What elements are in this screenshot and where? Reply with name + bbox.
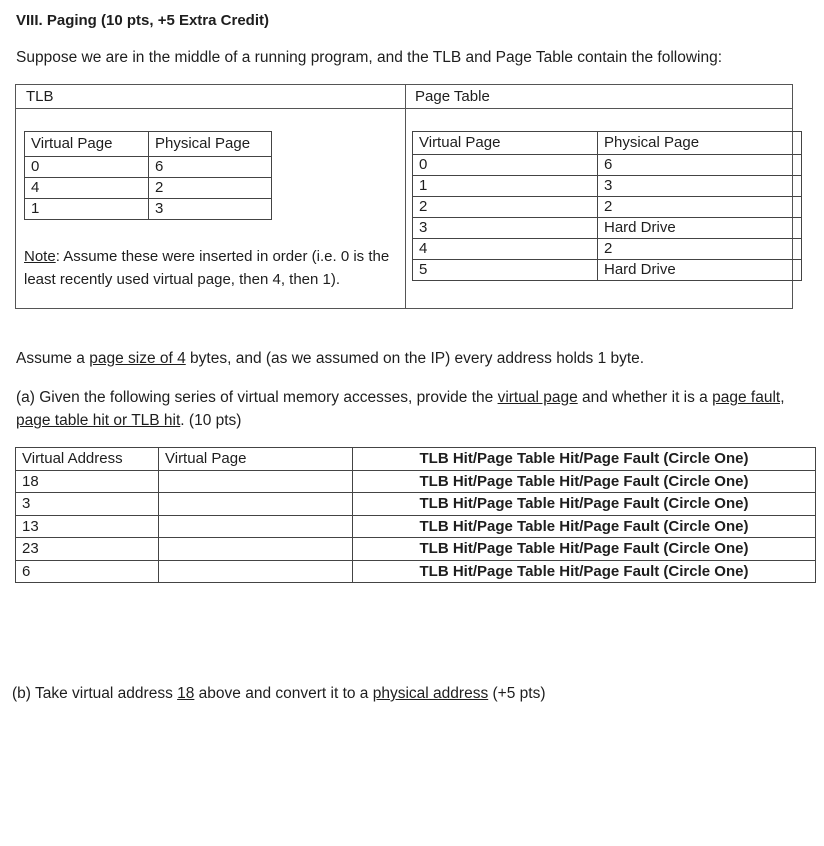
tlb-row [25,199,272,220]
pt-col-physical-page: Physical Page [598,132,802,155]
access-header-row [16,448,816,471]
access-hit-options[interactable]: TLB Hit/Page Table Hit/Page Fault (Circle One) [353,515,816,538]
page-table-row [413,176,802,197]
pt-cell-physical: 2 [598,197,802,218]
access-address: 18 [16,470,159,493]
pt-cell-physical: Hard Drive [598,218,802,239]
frame-divider-vertical [405,84,406,309]
tlb-row [25,178,272,199]
access-row [16,538,816,561]
qa-post: . (10 pts) [180,412,242,429]
intro-text: Suppose we are in the middle of a running program, and the TLB and Page Table contain the following: [16,49,723,66]
qa-pre: (a) Given the following series of virtual memory accesses, provide the [16,389,498,406]
page-table-row [413,197,802,218]
access-address: 6 [16,560,159,583]
pt-cell-physical: Hard Drive [598,260,802,281]
tlb-row [25,157,272,178]
pt-cell-virtual: 1 [413,176,598,197]
page-size-assumption [16,350,644,368]
access-address: 3 [16,493,159,516]
tlb-header-row [25,132,272,157]
qb-mid: above and convert it to a [194,685,373,702]
page-table-row [413,239,802,260]
tlb-cell-virtual: 4 [25,178,149,199]
pt-cell-virtual: 3 [413,218,598,239]
col-hit-type: TLB Hit/Page Table Hit/Page Fault (Circle One) [353,448,816,471]
note-label: Note [24,248,56,265]
qa-mid: and whether it is a [577,389,713,406]
page-table-row [413,260,802,281]
access-hit-options[interactable]: TLB Hit/Page Table Hit/Page Fault (Circle One) [353,470,816,493]
tlb-cell-virtual: 1 [25,199,149,220]
pt-col-virtual-page: Virtual Page [413,132,598,155]
access-row [16,470,816,493]
access-virtual-page-answer[interactable] [159,515,353,538]
access-address: 23 [16,538,159,561]
access-row [16,560,816,583]
tlb-note [24,246,396,291]
tlb-cell-physical: 6 [149,157,272,178]
access-hit-options[interactable]: TLB Hit/Page Table Hit/Page Fault (Circle One) [353,493,816,516]
pt-cell-physical: 2 [598,239,802,260]
access-row [16,515,816,538]
frame-divider-horizontal [15,108,793,109]
pt-cell-virtual: 2 [413,197,598,218]
qb-address: 18 [177,685,195,702]
tlb-col-virtual-page: Virtual Page [25,132,149,157]
page-table-label: Page Table [415,88,490,105]
page-table [412,131,802,281]
tlb-table [24,131,272,220]
qa-hit-types: page fault, page table hit or TLB hit [16,389,785,429]
pt-cell-physical: 6 [598,155,802,176]
question-b [12,685,546,703]
page-table-header-row [413,132,802,155]
assume-pre: Assume a [16,350,90,367]
pt-cell-physical: 3 [598,176,802,197]
col-virtual-page: Virtual Page [159,448,353,471]
tlb-cell-physical: 3 [149,199,272,220]
pt-cell-virtual: 4 [413,239,598,260]
assume-post: bytes, and (as we assumed on the IP) every address holds 1 byte. [185,350,645,367]
page-table-row [413,218,802,239]
qa-virtual-page: virtual page [497,389,578,406]
col-virtual-address: Virtual Address [16,448,159,471]
section-title: VIII. Paging (10 pts, +5 Extra Credit) [16,12,269,29]
access-address: 13 [16,515,159,538]
access-hit-options[interactable]: TLB Hit/Page Table Hit/Page Fault (Circle One) [353,538,816,561]
assume-page-size: page size of 4 [89,350,186,367]
tlb-cell-virtual: 0 [25,157,149,178]
qb-pre: (b) Take virtual address [12,685,178,702]
question-a [16,386,796,432]
tlb-col-physical-page: Physical Page [149,132,272,157]
tlb-cell-physical: 2 [149,178,272,199]
access-virtual-page-answer[interactable] [159,560,353,583]
access-row [16,493,816,516]
qb-physical-address: physical address [372,685,489,702]
tlb-label: TLB [26,88,54,105]
note-text: : Assume these were inserted in order (i.e. 0 is the least recently used virtual page, then 4, then 1). [24,248,390,288]
access-virtual-page-answer[interactable] [159,538,353,561]
access-hit-options[interactable]: TLB Hit/Page Table Hit/Page Fault (Circle One) [353,560,816,583]
access-table [15,447,816,583]
page-table-row [413,155,802,176]
access-virtual-page-answer[interactable] [159,470,353,493]
access-virtual-page-answer[interactable] [159,493,353,516]
pt-cell-virtual: 5 [413,260,598,281]
pt-cell-virtual: 0 [413,155,598,176]
qb-post: (+5 pts) [488,685,546,702]
